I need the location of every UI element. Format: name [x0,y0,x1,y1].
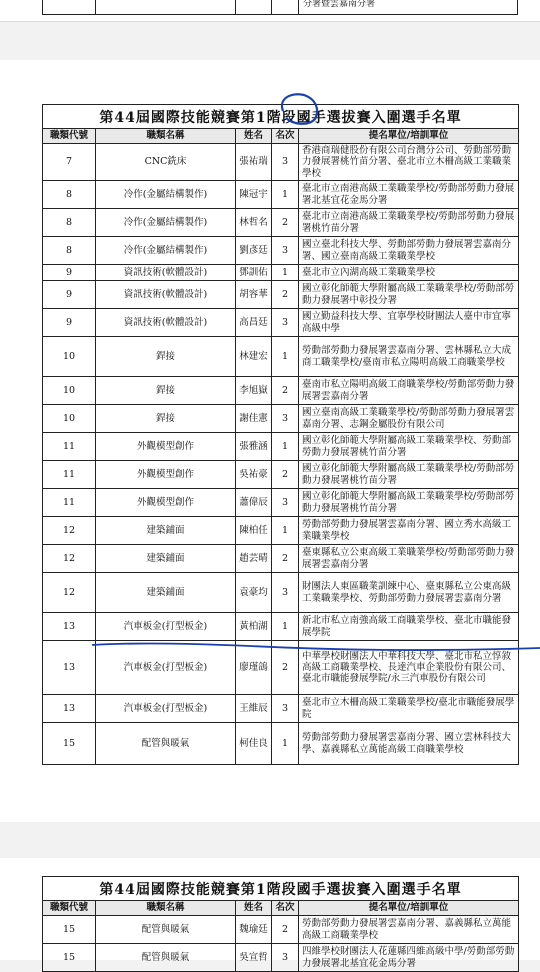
cell-nominating-unit: 財團法人東區職業訓練中心、臺東縣私立公東高級工業職業學校、勞動部勞動力發展署雲嘉南分署 [299,573,519,613]
cell-nominating-unit: 勞動部勞動力發展署雲嘉南分署、嘉義縣私立萬能高級工商職業學校 [299,916,519,944]
cell-contestant-name: 林建宏 [236,337,272,377]
cell-contestant-name: 張雅涵 [236,433,272,461]
header-code: 職類代號 [43,129,96,144]
cell-rank: 3 [272,237,299,265]
cell-contestant-name: 林哲名 [236,209,272,237]
table-row [43,944,519,972]
cell-category-code: 15 [43,944,96,972]
table-row [43,337,519,377]
cell-contestant-name: 張祐瑞 [236,144,272,181]
header-unit: 提名單位/培訓單位 [299,901,519,916]
table-row [43,517,519,545]
cell-rank: 2 [272,641,299,695]
cell-category-code: 11 [43,489,96,517]
cell-rank: 3 [272,405,299,433]
cell-nominating-unit: 國立彰化師範大學附屬高級工業職業學校/勞動部勞動力發展署中彰投分署 [299,281,519,309]
cell-rank: 3 [272,144,299,181]
cell-nominating-unit: 勞動部勞動力發展署雲嘉南分署、國立雲林科技大學、嘉義縣私立萬能高級工商職業學校 [299,723,519,765]
cell-category-code: 8 [43,209,96,237]
cell-rank: 2 [272,281,299,309]
table-row [43,209,519,237]
cell-contestant-name: 陳柏任 [236,517,272,545]
cell-contestant-name: 王維辰 [236,695,272,723]
cell-category-code: 13 [43,641,96,695]
cell-contestant-name: 陳冠宇 [236,181,272,209]
cell-nominating-unit: 國立彰化師範大學附屬高級工業職業學校、勞動部勞動力發展署桃竹苗分署 [299,433,519,461]
cell-category-code: 10 [43,405,96,433]
table-row [43,695,519,723]
cell-category-name: 冷作(金屬結構製作) [96,237,236,265]
cell-nominating-unit: 國立臺南高級工業職業學校/勞動部勞動力發展署雲嘉南分署、志鋼金屬股份有限公司 [299,405,519,433]
cell-rank: 1 [272,613,299,641]
cell-nominating-unit: 臺北市立南港高級工業職業學校/勞動部勞動力發展署桃竹苗分署 [299,209,519,237]
cell-category-name: 配管與暖氣 [96,723,236,765]
header-category: 職類名稱 [96,901,236,916]
cell-category-code: 10 [43,377,96,405]
cell-rank: 2 [272,461,299,489]
cell-category-code: 8 [43,181,96,209]
cell-rank: 1 [272,723,299,765]
cell-contestant-name: 黃柏湖 [236,613,272,641]
cell-nominating-unit: 國立彰化師範大學附屬高級工業職業學校/勞動部勞動力發展署桃竹苗分署 [299,489,519,517]
cell-category-name: 銲接 [96,405,236,433]
cell-rank: 1 [272,517,299,545]
header-unit: 提名單位/培訓單位 [299,129,519,144]
cell-contestant-name: 胡容華 [236,281,272,309]
cell-rank: 3 [272,489,299,517]
cell-category-name: 外觀模型創作 [96,433,236,461]
cell-category-code: 7 [43,144,96,181]
table-row [43,265,519,281]
cell-nominating-unit: 四維學校財團法人花蓮縣四維高級中學/勞動部勞動力發展署北基宜花金馬分署 [299,944,519,972]
header-category: 職類名稱 [96,129,236,144]
cell-contestant-name: 李旭嶽 [236,377,272,405]
cell-category-name: 建築鋪面 [96,545,236,573]
document-page [0,60,540,822]
cell-category-name: 外觀模型創作 [96,461,236,489]
cell-contestant-name: 趙芸晴 [236,545,272,573]
cell-rank: 3 [272,309,299,337]
cell-rank: 1 [272,433,299,461]
header-code: 職類代號 [43,901,96,916]
cell-category-code: 12 [43,573,96,613]
cell-nominating-unit: 臺南市私立陽明高級工商職業學校/勞動部勞動力發展署雲嘉南分署 [299,377,519,405]
cell-nominating-unit: 臺北市立內湖高級工業職業學校 [299,265,519,281]
cell-category-name: 資訊技術(軟體設計) [96,309,236,337]
cell-category-code: 10 [43,337,96,377]
cell-rank: 2 [272,377,299,405]
table-row [43,545,519,573]
cell-contestant-name: 高昌廷 [236,309,272,337]
cell-contestant-name: 謝佳憲 [236,405,272,433]
cell-category-name: 汽車板金(打型板金) [96,695,236,723]
cell-category-name: 資訊技術(軟體設計) [96,281,236,309]
table-row [43,916,519,944]
cell-category-code: 13 [43,695,96,723]
cell-rank: 1 [272,265,299,281]
cell-nominating-unit: 臺東縣私立公東高級工業職業學校/勞動部勞動力發展署雲嘉南分署 [299,545,519,573]
cell-rank: 2 [272,545,299,573]
table-row [43,461,519,489]
cell-contestant-name: 柯佳良 [236,723,272,765]
table-row [43,144,519,181]
cell-nominating-unit: 香港商瑞健股份有限公司台灣分公司、勞動部勞動力發展署桃竹苗分署、臺北市立木柵高級工業職業學校 [299,144,519,181]
cell-category-name: 建築鋪面 [96,517,236,545]
table-title-continued: 第44屆國際技能競賽第1階段國手選拔賽入圍選手名單 [42,876,519,900]
table-row [43,237,519,265]
table-body [43,144,519,765]
cell-contestant-name: 吳宣哲 [236,944,272,972]
header-rank: 名次 [272,901,299,916]
cell-category-name: 銲接 [96,377,236,405]
header-rank: 名次 [272,129,299,144]
cell-category-name: 外觀模型創作 [96,489,236,517]
cell-rank: 3 [272,944,299,972]
cell-category-name: 建築鋪面 [96,573,236,613]
cell-category-name: 配管與暖氣 [96,944,236,972]
header-name: 姓名 [236,129,272,144]
cell-contestant-name: 吳祐豪 [236,461,272,489]
cell-nominating-unit: 勞動部勞動力發展署雲嘉南分署、國立秀水高級工業職業學校 [299,517,519,545]
cell-nominating-unit: 國立臺北科技大學、勞動部勞動力發展署雲嘉南分署、國立臺南高級工業職業學校 [299,237,519,265]
cell-category-code: 13 [43,613,96,641]
cell-nominating-unit: 中華學校財團法人中華科技大學、臺北市私立惇敘高級工商職業學校、長達汽車企業股份有限公司、臺北市職能發展學院/永三汽車股份有限公司 [299,641,519,695]
cell-contestant-name: 魏瑜廷 [236,916,272,944]
previous-page-fragment [0,0,540,22]
cell-rank: 3 [272,573,299,613]
roster-table-continued [42,876,519,972]
table-row [43,723,519,765]
table-row [43,181,519,209]
cell-category-name: 資訊技術(軟體設計) [96,265,236,281]
cell-category-name: 配管與暖氣 [96,916,236,944]
cell-category-name: 汽車板金(打型板金) [96,641,236,695]
table-body-continued [43,916,519,972]
cell-category-code: 9 [43,281,96,309]
cell-rank: 3 [272,695,299,723]
cell-nominating-unit: 新北市私立南強高級工商職業學校、臺北市職能發展學院 [299,613,519,641]
cell-category-code: 15 [43,916,96,944]
table-title: 第44屆國際技能競賽第1階段國手選拔賽入圍選手名單 [42,104,519,128]
fragment-text: 分署暨雲嘉南分署 [303,0,376,9]
cell-rank: 2 [272,209,299,237]
cell-nominating-unit: 國立勤益科技大學、宜寧學校財團法人臺中市宜寧高級中學 [299,309,519,337]
header-name: 姓名 [236,901,272,916]
cell-category-code: 12 [43,545,96,573]
cell-category-code: 11 [43,461,96,489]
cell-category-code: 8 [43,237,96,265]
table-header-row [43,901,519,916]
table-row [43,309,519,337]
cell-contestant-name: 廖瑾鴿 [236,641,272,695]
cell-category-code: 12 [43,517,96,545]
cell-rank: 2 [272,916,299,944]
table-row [43,573,519,613]
roster-table [42,104,519,765]
cell-category-code: 15 [43,723,96,765]
cell-contestant-name: 劉彥廷 [236,237,272,265]
table-row [43,281,519,309]
cell-nominating-unit: 臺北市立南港高級工業職業學校/勞動部勞動力發展署北基宜花金馬分署 [299,181,519,209]
cell-rank: 1 [272,181,299,209]
cell-category-code: 9 [43,265,96,281]
cell-category-name: 冷作(金屬結構製作) [96,209,236,237]
table-row [43,613,519,641]
cell-category-name: 汽車板金(打型板金) [96,613,236,641]
cell-category-code: 9 [43,309,96,337]
cell-contestant-name: 蕭偉辰 [236,489,272,517]
cell-category-name: CNC銑床 [96,144,236,181]
previous-table-fragment [42,0,518,15]
table-row [43,433,519,461]
cell-category-name: 銲接 [96,337,236,377]
cell-nominating-unit: 臺北市立木柵高級工業職業學校/臺北市職能發展學院 [299,695,519,723]
next-document-page [0,858,540,969]
table-row [43,377,519,405]
table-header-row [43,129,519,144]
table-row [43,405,519,433]
cell-contestant-name: 袁豪均 [236,573,272,613]
cell-contestant-name: 鄧訓佑 [236,265,272,281]
table-row [43,489,519,517]
cell-category-code: 11 [43,433,96,461]
table-row [43,641,519,695]
cell-rank: 1 [272,337,299,377]
cell-nominating-unit: 勞動部勞動力發展署雲嘉南分署、雲林縣私立大成商工職業學校/臺南市私立陽明高級工商職業學校 [299,337,519,377]
cell-category-name: 冷作(金屬結構製作) [96,181,236,209]
cell-nominating-unit: 國立彰化師範大學附屬高級工業職業學校/勞動部勞動力發展署桃竹苗分署 [299,461,519,489]
